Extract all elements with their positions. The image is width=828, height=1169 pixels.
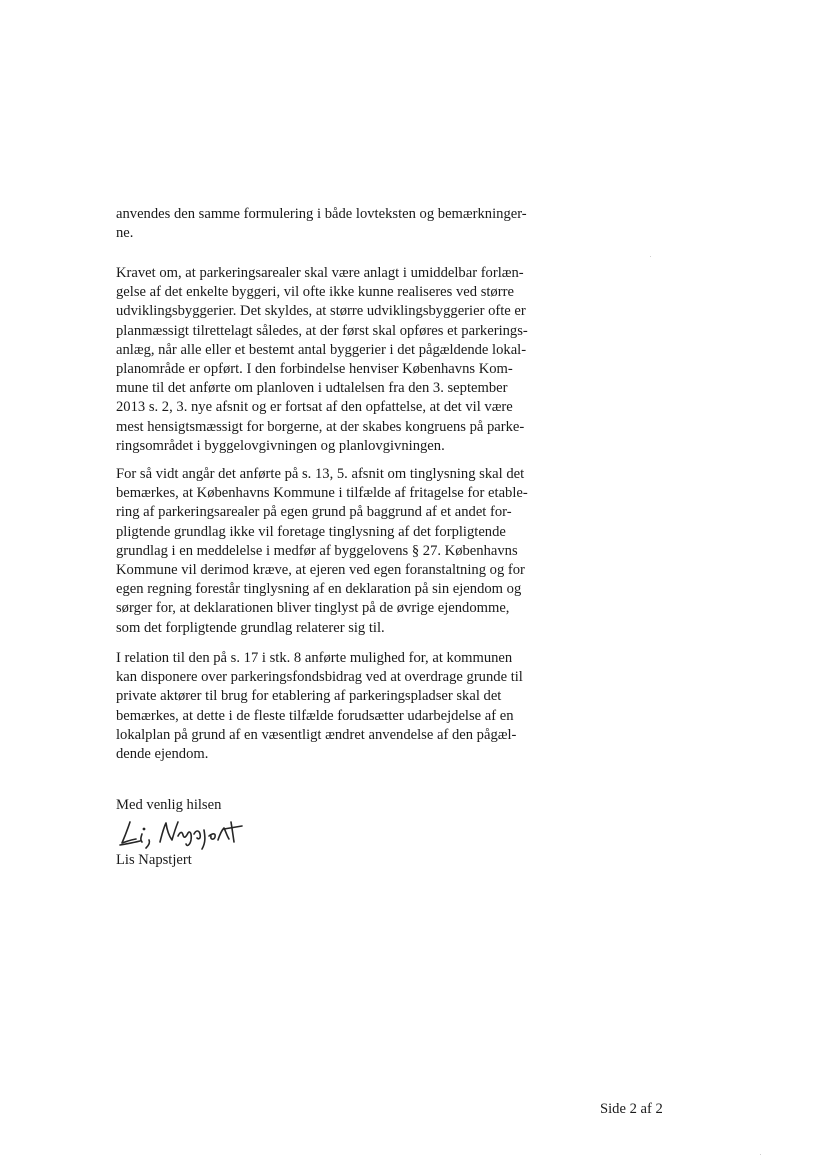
text-line: bemærkes, at Københavns Kommune i tilfælde af fritagelse for etable- <box>116 485 528 502</box>
text-line: egen regning forestår tinglysning af en deklaration på sin ejendom og <box>116 581 522 598</box>
text-line: lokalplan på grund af en væsentligt ændret anvendelse af den pågæl- <box>116 726 517 743</box>
paragraph-4 <box>116 649 586 764</box>
text-line: mest hensigtsmæssigt for borgerne, at der skabes kongruens på parke- <box>116 418 525 435</box>
closing-salutation: Med venlig hilsen <box>116 797 222 813</box>
page-number: Side 2 af 2 <box>600 1101 663 1117</box>
text-line: planmæssigt tilrettelagt således, at der først skal opføres et parkerings- <box>116 322 528 339</box>
paragraph-1 <box>116 205 586 243</box>
text-line: gelse af det enkelte byggeri, vil ofte ikke kunne realiseres ved større <box>116 284 514 301</box>
scan-speck <box>650 256 651 257</box>
text-line: som det forpligtende grundlag relaterer sig til. <box>116 619 385 636</box>
text-line: planområde er opført. I den forbindelse henviser Københavns Kom- <box>116 361 513 378</box>
text-line: private aktører til brug for etablering af parkeringspladser skal det <box>116 688 502 705</box>
scan-speck <box>760 1154 761 1155</box>
text-line: ring af parkeringsarealer på egen grund på baggrund af et andet for- <box>116 504 512 521</box>
text-line: sørger for, at deklarationen bliver tinglyst på de øvrige ejendomme, <box>116 600 510 617</box>
signer-name: Lis Napstjert <box>116 852 192 868</box>
text-line: anvendes den samme formulering i både lovteksten og bemærkninger- <box>116 206 527 222</box>
text-line: ringsområdet i byggelovgivningen og planlovgivningen. <box>116 437 445 454</box>
paragraph-3 <box>116 465 586 638</box>
text-line: Kommune vil derimod kræve, at ejeren ved egen foranstaltning og for <box>116 562 525 579</box>
text-line: Kravet om, at parkeringsarealer skal være anlagt i umiddelbar forlæn- <box>116 265 524 281</box>
text-line: anlæg, når alle eller et bestemt antal byggerier i det pågældende lokal- <box>116 341 527 358</box>
text-line: udviklingsbyggerier. Det skyldes, at større udviklingsbyggerier ofte er <box>116 303 526 320</box>
text-line: grundlag i en meddelelse i medfør af byggelovens § 27. Københavns <box>116 542 518 559</box>
text-line: 2013 s. 2, 3. nye afsnit og er fortsat af den opfattelse, at det vil være <box>116 399 513 416</box>
text-line: dende ejendom. <box>116 746 209 763</box>
text-line: I relation til den på s. 17 i stk. 8 anførte mulighed for, at kommunen <box>116 650 513 666</box>
text-line: mune til det anførte om planloven i udtalelsen fra den 3. september <box>116 380 508 397</box>
paragraph-2 <box>116 264 586 456</box>
text-line: ne. <box>116 225 134 242</box>
handwritten-signature <box>116 818 246 852</box>
text-line: kan disponere over parkeringsfondsbidrag ved at overdrage grunde til <box>116 669 523 686</box>
text-line: pligtende grundlag ikke vil foretage tinglysning af det forpligtende <box>116 523 506 540</box>
text-line: For så vidt angår det anførte på s. 13, 5. afsnit om tinglysning skal det <box>116 466 525 482</box>
text-line: bemærkes, at dette i de fleste tilfælde forudsætter udarbejdelse af en <box>116 707 514 724</box>
